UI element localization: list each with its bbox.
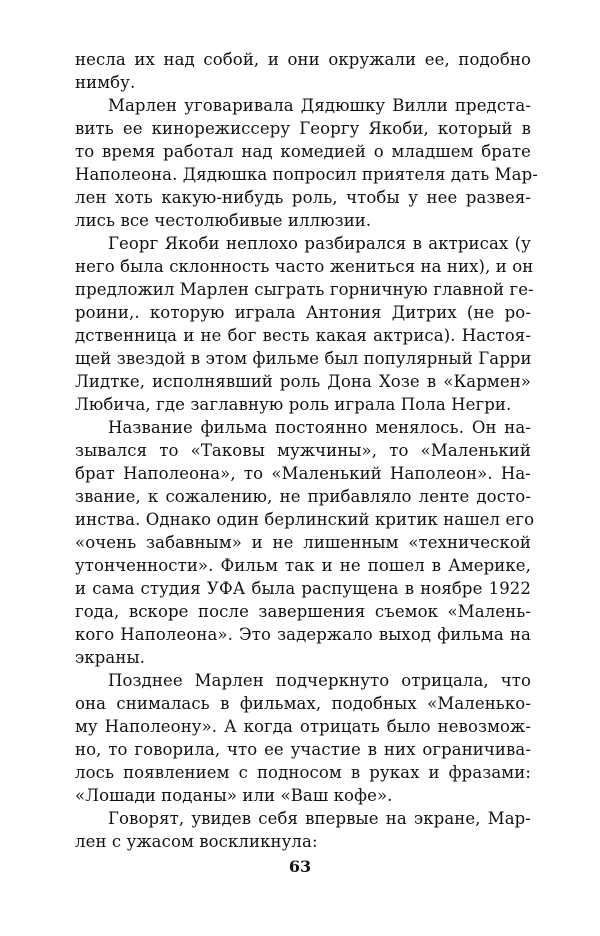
text-line: «очень забавным» и не лишенным «технической — [75, 533, 531, 552]
text-line: Георг Якоби неплохо разбирался в актрисах (у — [108, 234, 531, 253]
text-line: несла их над собой, и они окружали ее, подобно — [75, 50, 531, 69]
text-line: Позднее Марлен подчеркнуто отрицала, что — [108, 671, 531, 690]
text-line: му Наполеону». А когда отрицать было невозмож- — [75, 717, 531, 736]
text-line: него была склонность часто жениться на них), и он — [75, 257, 534, 276]
text-line: щей звездой в этом фильме был популярный Гарри — [75, 349, 532, 368]
text-line: лен с ужасом воскликнула: — [75, 832, 318, 851]
text-line: роини,. которую играла Антония Дитрих (не ро- — [75, 303, 531, 322]
text-line: «Лошади поданы» или «Ваш кофе». — [75, 786, 393, 805]
text-line: лен хоть какую-нибудь роль, чтобы у нее развея- — [75, 188, 531, 207]
text-line: лись все честолюбивые иллюзии. — [75, 211, 372, 230]
text-line: нимбу. — [75, 73, 136, 92]
text-line: утонченности». Фильм так и не пошел в Америке, — [75, 556, 531, 575]
text-line: Название фильма постоянно менялось. Он на- — [108, 418, 531, 437]
text-line: инства. Однако один берлинский критик нашел его — [75, 510, 535, 529]
text-line: и сама студия УФА была распущена в ноябре 1922 — [75, 579, 531, 598]
text-line: Наполеона. Дядюшка попросил приятеля дать Мар- — [75, 165, 538, 184]
text-line: Говорят, увидев себя впервые на экране, Мар- — [108, 809, 531, 828]
text-line: экраны. — [75, 648, 146, 667]
text-line: звание, к сожалению, не прибавляло ленте досто- — [75, 487, 531, 506]
text-line: брат Наполеона», то «Маленький Наполеон». На- — [75, 464, 531, 483]
text-line: Любича, где заглавную роль играла Пола Негри. — [75, 395, 512, 414]
text-line: но, то говорила, что ее участие в них ограничива- — [75, 740, 531, 759]
text-line: кого Наполеона». Это задержало выход фильма на — [75, 625, 531, 644]
text-line: Марлен уговаривала Дядюшку Вилли предста- — [108, 96, 531, 115]
text-line: она снималась в фильмах, подобных «Маленько- — [75, 694, 531, 713]
text-line: года, вскоре после завершения съемок «Малень- — [75, 602, 531, 621]
text-line: вить ее кинорежиссеру Георгу Якоби, который в — [75, 119, 531, 138]
page-number: 63 — [288, 857, 312, 876]
text-line: зывался то «Таковы мужчины», то «Маленький — [75, 441, 531, 460]
text-line: предложил Марлен сыграть горничную главной ге- — [75, 280, 534, 299]
text-line: дственница и не бог весть какая актриса). Настоя- — [75, 326, 531, 345]
text-line: то время работал над комедией о младшем брате — [75, 142, 531, 161]
text-line: лось появлением с подносом в руках и фразами: — [75, 763, 531, 782]
text-line: Лидтке, исполнявший роль Дона Хозе в «Кармен» — [75, 372, 531, 391]
